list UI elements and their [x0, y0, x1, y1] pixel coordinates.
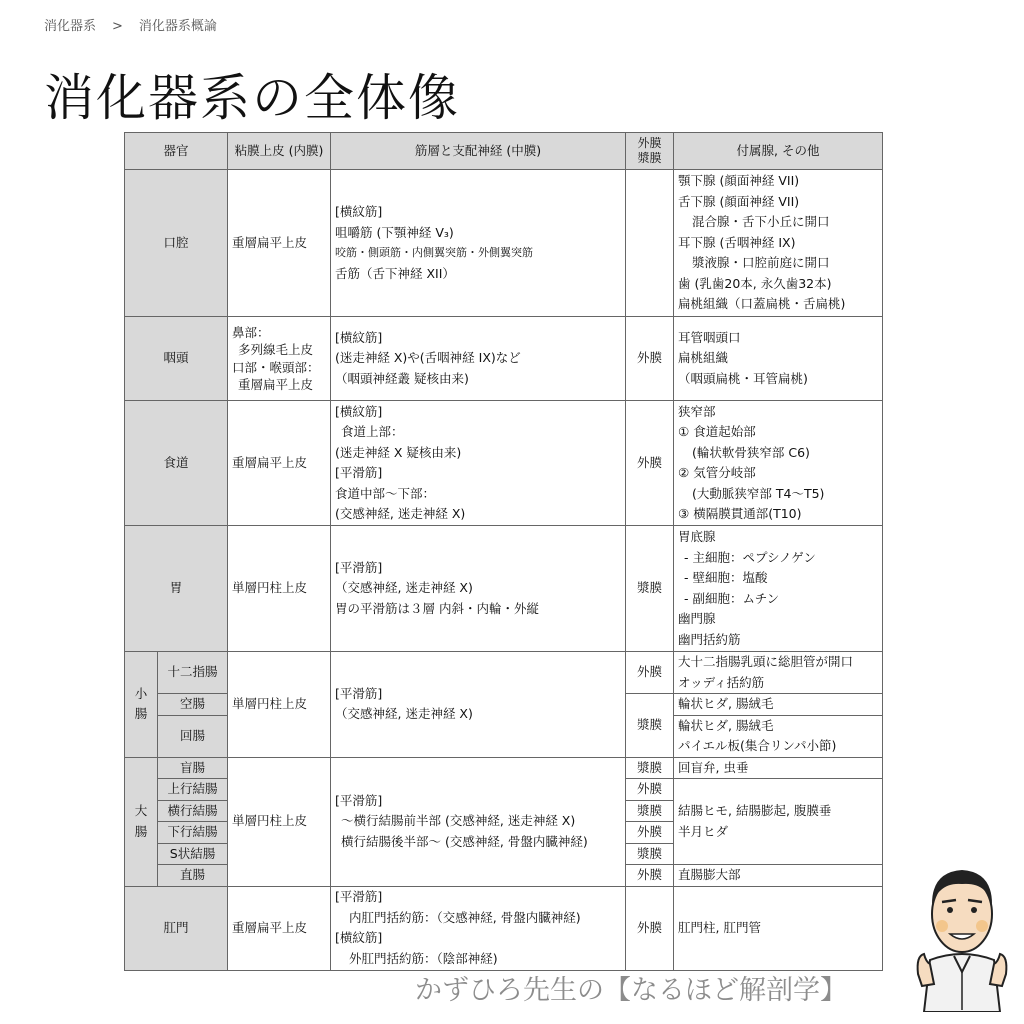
muscle-line: （咽頭神経叢 疑核由来) [335, 370, 469, 386]
glands-esophagus [674, 401, 883, 526]
header-organ: 器官 [125, 133, 228, 170]
mucosa-small-intestine: 単層円柱上皮 [228, 652, 331, 758]
muscle-line: 内肛門括約筋：（交感神経, 骨盤内臓神経) [349, 909, 581, 925]
gland-line: オッディ括約筋 [678, 674, 765, 690]
gland-line: (大動脈狭窄部 T4〜T5) [692, 485, 825, 501]
outer-stomach: 漿膜 [626, 526, 674, 652]
muscle-small-intestine [331, 652, 626, 758]
glands-pharynx [674, 317, 883, 401]
gland-line: (輪状軟骨狭窄部 C6) [692, 444, 810, 460]
breadcrumb [44, 15, 217, 34]
muscle-line: [横紋筋] [335, 329, 383, 345]
glands-ileum [674, 715, 883, 757]
muscle-line: 〜横行結腸前半部 (交感神経, 迷走神経 X) [341, 813, 576, 829]
breadcrumb-root-link[interactable]: 消化器系 [44, 19, 97, 34]
muscle-line: [平滑筋] [335, 889, 383, 904]
outer-oral [626, 170, 674, 317]
gland-line: ② 気管分岐部 [678, 465, 756, 480]
breadcrumb-current-link[interactable]: 消化器系概論 [138, 19, 217, 34]
mucosa-large-intestine: 単層円柱上皮 [228, 757, 331, 886]
mucosa-oral: 重層扁平上皮 [228, 170, 331, 317]
table-row-oral [125, 170, 883, 317]
muscle-line: 咀嚼筋 (下顎神経 V₃) [335, 224, 454, 240]
gland-line: 半月ヒダ [678, 823, 729, 839]
table-row-pharynx [125, 317, 883, 401]
muscle-oral [331, 170, 626, 317]
gland-line: 漿液腺・口腔前庭に開口 [692, 255, 830, 271]
mucosa-esophagus: 重層扁平上皮 [228, 401, 331, 526]
header-muscle: 筋層と支配神経 (中膜) [331, 133, 626, 170]
table-header-row [125, 133, 883, 170]
group-char: 大 [134, 803, 148, 818]
gland-line: 耳管咽頭口 [678, 329, 741, 345]
muscle-line: [平滑筋] [335, 559, 383, 575]
muscle-line: [横紋筋] [335, 204, 383, 219]
gland-line: 結腸ヒモ, 結腸膨起, 腹膜垂 [678, 803, 832, 818]
organ-pharynx: 咽頭 [125, 317, 228, 401]
muscle-line: （交感神経, 迷走神経 X) [335, 580, 473, 596]
mucosa-anus: 重層扁平上皮 [228, 886, 331, 970]
outer-ascending-colon: 外膜 [626, 779, 674, 801]
mucosa-line: 多列線毛上皮 [238, 342, 314, 357]
muscle-line: 外肛門括約筋：（陰部神経) [349, 950, 498, 966]
outer-esophagus: 外膜 [626, 401, 674, 526]
gland-line: 混合腺・舌下小丘に開口 [692, 214, 830, 230]
part-descending-colon: 下行結腸 [158, 822, 228, 844]
part-duodenum: 十二指腸 [158, 652, 228, 694]
gland-line: - 副細胞：ムチン [684, 590, 780, 606]
gland-line: パイエル板(集合リンパ小節) [678, 738, 837, 753]
part-sigmoid-colon: S状結腸 [158, 843, 228, 865]
part-jejunum: 空腸 [158, 694, 228, 716]
gland-line: 耳下腺 (舌咽神経 IX) [678, 234, 796, 250]
header-glands: 付属腺, その他 [674, 133, 883, 170]
muscle-line: [平滑筋] [335, 465, 383, 480]
outer-duodenum: 外膜 [626, 652, 674, 694]
breadcrumb-separator: > [112, 19, 123, 34]
group-char: 腸 [134, 823, 148, 839]
muscle-line: [横紋筋] [335, 930, 383, 945]
group-small-intestine [125, 652, 158, 758]
organ-anus: 肛門 [125, 886, 228, 970]
header-outer-bottom: 漿膜 [637, 151, 662, 165]
muscle-line: (交感神経, 迷走神経 X) [335, 506, 466, 521]
outer-anus: 外膜 [626, 886, 674, 970]
part-transverse-colon: 横行結腸 [158, 800, 228, 822]
gland-line: ③ 横隔膜貫通部(T10) [678, 506, 802, 521]
muscle-pharynx [331, 317, 626, 401]
outer-transverse-colon: 漿膜 [626, 800, 674, 822]
muscle-line: 咬筋・側頭筋・内側翼突筋・外側翼突筋 [335, 246, 534, 259]
gland-line: 歯 (乳歯20本, 永久歯32本) [678, 275, 832, 291]
muscle-line: （交感神経, 迷走神経 X) [335, 706, 473, 722]
mucosa-line: 鼻部： [232, 324, 270, 340]
part-cecum: 盲腸 [158, 757, 228, 779]
gland-line: 舌下腺 (顔面神経 VII) [678, 193, 800, 209]
muscle-esophagus [331, 401, 626, 526]
mascot-illustration [912, 852, 1012, 1012]
outer-descending-colon: 外膜 [626, 822, 674, 844]
muscle-line: [平滑筋] [335, 685, 383, 701]
muscle-line: [横紋筋] [335, 403, 383, 419]
gland-line: - 主細胞：ペプシノゲン [684, 549, 816, 565]
muscle-line: 胃の平滑筋は３層 内斜・内輪・外縦 [335, 600, 539, 616]
outer-pharynx: 外膜 [626, 317, 674, 401]
muscle-line: (迷走神経 X 疑核由来) [335, 444, 462, 460]
gland-line: 幽門括約筋 [678, 631, 741, 647]
glands-rectum: 直腸膨大部 [674, 865, 883, 887]
group-char: 小 [134, 685, 148, 701]
digestive-system-table [124, 132, 883, 971]
site-watermark: かずひろ先生の【なるほど解剖学】 [415, 975, 847, 1006]
page-title: 消化器系の全体像 [44, 69, 460, 127]
outer-sigmoid-colon: 漿膜 [626, 843, 674, 865]
table-row-cecum [125, 757, 883, 779]
muscle-line: [平滑筋] [335, 792, 383, 808]
gland-line: 扁桃組織 [678, 350, 729, 366]
muscle-stomach [331, 526, 626, 652]
glands-cecum: 回盲弁, 虫垂 [674, 757, 883, 779]
organ-stomach: 胃 [125, 526, 228, 652]
muscle-line: 横行結腸後半部〜 (交感神経, 骨盤内臓神経) [341, 833, 588, 849]
organ-oral: 口腔 [125, 170, 228, 317]
table-row-stomach [125, 526, 883, 652]
header-outer [626, 133, 674, 170]
mascot-body [924, 954, 1000, 1012]
gland-line: 幽門腺 [678, 611, 716, 626]
mascot-head [932, 870, 992, 952]
part-ileum: 回腸 [158, 715, 228, 757]
gland-line: 狭窄部 [678, 403, 716, 419]
muscle-line: 食道上部： [341, 424, 404, 439]
mucosa-line: 口部・喉頭部： [232, 359, 320, 375]
gland-line: 大十二指腸乳頭に総胆管が開口 [678, 654, 854, 669]
mucosa-pharynx [228, 317, 331, 401]
gland-line: 扁桃組織（口蓋扁桃・舌扁桃) [678, 296, 846, 312]
glands-jejunum: 輪状ヒダ, 腸絨毛 [674, 694, 883, 716]
muscle-line: 舌筋（舌下神経 XII） [335, 265, 455, 281]
header-mucosa: 粘膜上皮 (内膜) [228, 133, 331, 170]
muscle-line: (迷走神経 X)や(舌咽神経 IX)など [335, 350, 521, 366]
outer-rectum: 外膜 [626, 865, 674, 887]
gland-line: 顎下腺 (顔面神経 VII) [678, 173, 800, 189]
outer-jejunum-ileum: 漿膜 [626, 694, 674, 758]
group-char: 腸 [134, 706, 148, 722]
glands-colon [674, 779, 883, 865]
muscle-anus [331, 886, 626, 970]
group-large-intestine [125, 757, 158, 886]
mucosa-line: 重層扁平上皮 [238, 377, 314, 392]
muscle-line: 食道中部〜下部： [335, 485, 436, 501]
organ-esophagus: 食道 [125, 401, 228, 526]
table-row-duodenum [125, 652, 883, 694]
gland-line: 胃底腺 [678, 529, 716, 544]
mucosa-stomach: 単層円柱上皮 [228, 526, 331, 652]
table-row-esophagus [125, 401, 883, 526]
part-ascending-colon: 上行結腸 [158, 779, 228, 801]
gland-line: ① 食道起始部 [678, 424, 756, 439]
gland-line: - 壁細胞：塩酸 [684, 570, 768, 585]
gland-line: （咽頭扁桃・耳管扁桃) [678, 370, 808, 386]
header-outer-top: 外膜 [637, 136, 662, 150]
glands-oral [674, 170, 883, 317]
muscle-large-intestine [331, 757, 626, 886]
part-rectum: 直腸 [158, 865, 228, 887]
glands-anus: 肛門柱, 肛門管 [674, 886, 883, 970]
glands-duodenum [674, 652, 883, 694]
glands-stomach [674, 526, 883, 652]
table-row-anus [125, 886, 883, 970]
outer-cecum: 漿膜 [626, 757, 674, 779]
gland-line: 輪状ヒダ, 腸絨毛 [678, 717, 774, 733]
